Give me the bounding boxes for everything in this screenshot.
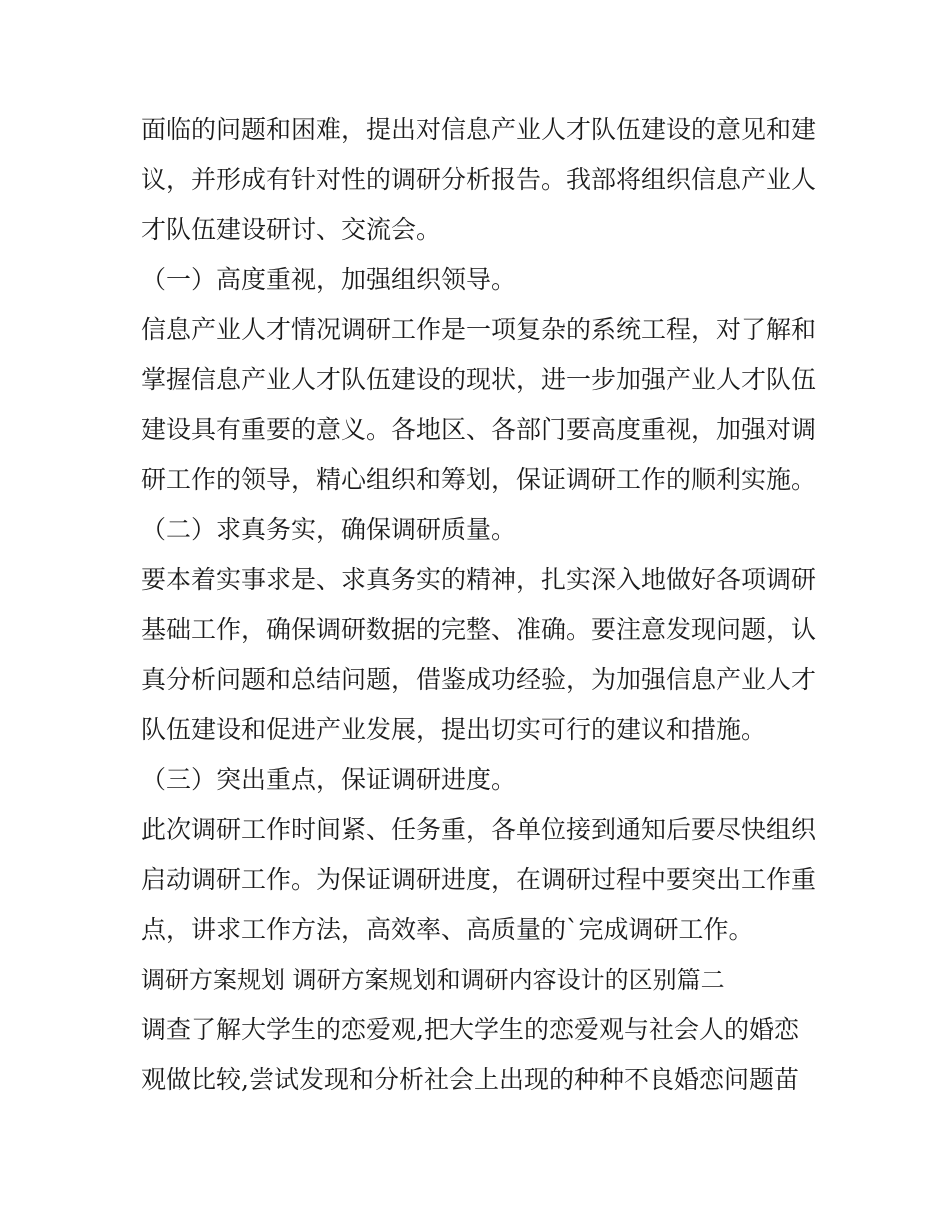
section-heading-2: （二）求真务实，确保调研质量。	[141, 515, 517, 544]
section-heading-1: （一）高度重视，加强组织领导。	[141, 265, 517, 294]
paragraph-line: 基础工作，确保调研数据的完整、准确。要注意发现问题，认	[141, 615, 817, 644]
paragraph-line: 启动调研工作。为保证调研进度，在调研过程中要突出工作重	[141, 865, 817, 894]
paragraph-line: 建设具有重要的意义。各地区、各部门要高度重视，加强对调	[141, 415, 817, 444]
paragraph-line: 掌握信息产业人才队伍建设的现状，进一步加强产业人才队伍	[141, 365, 817, 394]
paragraph-line: 队伍建设和促进产业发展，提出切实可行的建议和措施。	[141, 715, 767, 744]
section-heading-3: （三）突出重点，保证调研进度。	[141, 765, 517, 794]
paragraph-line: 观做比较,尝试发现和分析社会上出现的种种不良婚恋问题苗	[141, 1065, 799, 1094]
paragraph-line: 信息产业人才情况调研工作是一项复杂的系统工程，对了解和	[141, 315, 817, 344]
paragraph-line: 才队伍建设研讨、交流会。	[141, 215, 442, 244]
document-body	[141, 105, 821, 1105]
paragraph-line: 研工作的领导，精心组织和筹划，保证调研工作的顺利实施。	[141, 465, 817, 494]
paragraph-line: 要本着实事求是、求真务实的精神，扎实深入地做好各项调研	[141, 565, 817, 594]
paragraph-line: 此次调研工作时间紧、任务重，各单位接到通知后要尽快组织	[141, 815, 817, 844]
paragraph-line: 调查了解大学生的恋爱观,把大学生的恋爱观与社会人的婚恋	[141, 1015, 799, 1044]
paragraph-line: 面临的问题和困难，提出对信息产业人才队伍建设的意见和建	[141, 115, 817, 144]
paragraph-line: 点，讲求工作方法，高效率、高质量的`完成调研工作。	[141, 915, 754, 944]
article-title: 调研方案规划 调研方案规划和调研内容设计的区别篇二	[141, 966, 725, 994]
paragraph-line: 真分析问题和总结问题，借鉴成功经验，为加强信息产业人才	[141, 665, 817, 694]
paragraph-line: 议，并形成有针对性的调研分析报告。我部将组织信息产业人	[141, 165, 817, 194]
